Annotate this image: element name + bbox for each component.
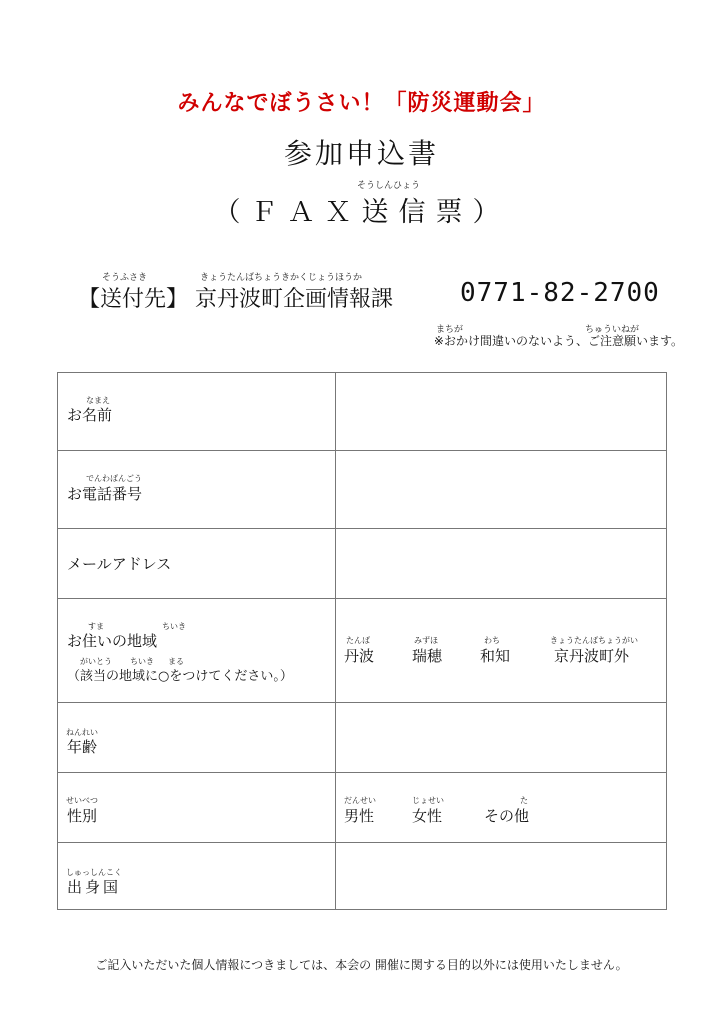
gender-label-cell [58,773,336,842]
area-option-tanba[interactable]: 丹波 [344,647,375,665]
country-label: 出身国 [67,878,122,896]
gender-option-ruby-other: た [520,796,528,805]
event-title: みんなでぼうさい！「防災運動会」 [177,91,546,116]
send-to [78,282,393,313]
form-title: 参加申込書 [283,137,439,170]
area-sub-ruby-2: ちいき [130,657,154,666]
send-to-dept-ruby: きょうたんばちょうきかくじょうほうか [200,273,363,283]
area-ruby-1: すま [88,622,104,631]
note-ruby-1: まちが [436,325,464,335]
country-label-cell [58,843,336,909]
area-row [58,599,666,703]
area-sub-ruby-3: まる [168,657,184,666]
area-instruction: （該当の地域に○をつけてください。） [67,669,293,684]
area-option-outside-town[interactable]: 京丹波町外 [554,647,630,665]
phone-row [58,451,666,529]
send-to-label: 【送付先】 [78,287,189,312]
age-input-cell[interactable] [336,703,666,772]
phone-label: お電話番号 [67,485,143,503]
area-option-wachi[interactable]: 和知 [480,647,511,665]
email-label-cell [58,529,336,598]
area-option-ruby-mizuho: みずほ [414,636,438,645]
caution-note: ※おかけ間違いのないよう、ご注意願います。 [433,334,683,348]
send-to-dept: 京丹波町企画情報課 [195,287,394,312]
name-row [58,373,666,451]
gender-option-ruby-male: だんせい [344,796,376,805]
gender-option-other[interactable]: その他 [484,807,530,825]
email-label: メールアドレス [67,555,172,573]
age-row [58,703,666,773]
area-option-mizuho[interactable]: 瑞穂 [412,647,443,665]
country-input-cell[interactable] [336,843,666,909]
age-ruby: ねんれい [66,728,98,737]
country-row [58,843,666,909]
area-label-cell [58,599,336,702]
name-label: お名前 [67,406,113,424]
fax-number: 0771-82-2700 [460,278,660,308]
gender-option-male[interactable]: 男性 [344,807,375,825]
note-ruby-2: ちゅういねが [585,325,640,335]
gender-option-female[interactable]: 女性 [412,807,443,825]
send-to-label-ruby: そうふさき [102,273,148,283]
area-sub-ruby-1: がいとう [80,657,112,666]
name-ruby: なまえ [86,396,110,405]
application-form-table [57,372,667,910]
phone-label-cell [58,451,336,528]
area-option-ruby-outside: きょうたんばちょうがい [550,636,638,645]
age-label-cell [58,703,336,772]
privacy-footer: ご記入いただいた個人情報につきましては、本会の 開催に関する目的以外には使用いたしません。 [95,958,628,972]
fax-title: （ＦＡＸ送信票） [213,197,510,228]
country-ruby: しゅっしんこく [66,868,122,877]
age-label: 年齢 [67,738,98,756]
gender-option-ruby-female: じょせい [412,796,444,805]
area-label: お住いの地域 [67,632,158,650]
gender-row [58,773,666,843]
gender-label: 性別 [67,807,98,825]
gender-options-cell [336,773,666,842]
fax-title-ruby: そうしんひょう [357,181,421,191]
gender-ruby: せいべつ [66,796,98,805]
area-option-ruby-wachi: わち [484,636,500,645]
phone-ruby: でんわばんごう [86,474,142,483]
name-label-cell [58,373,336,450]
phone-input-cell[interactable] [336,451,666,528]
name-input-cell[interactable] [336,373,666,450]
email-input-cell[interactable] [336,529,666,598]
area-ruby-2: ちいき [162,622,186,631]
area-option-ruby-tanba: たんば [346,636,370,645]
email-row [58,529,666,599]
area-options-cell [336,599,666,702]
